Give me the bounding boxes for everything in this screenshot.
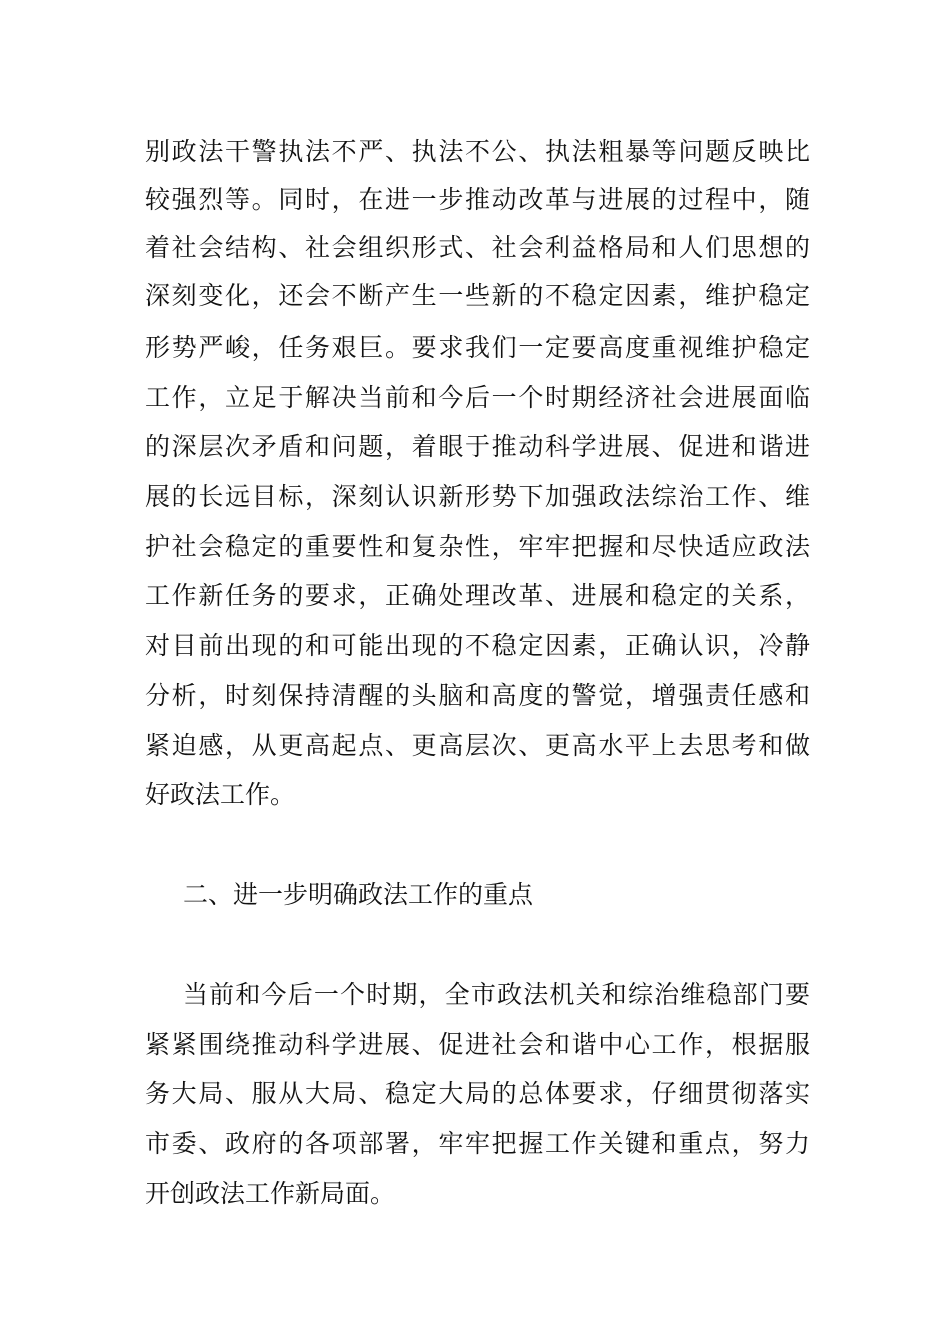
text-line: 较强烈等。同时，在进一步推动改革与进展的过程中，随: [145, 185, 810, 214]
text-line: 紧迫感，从更高起点、更高层次、更高水平上去思考和做: [145, 731, 810, 760]
section-heading: 二、进一步明确政法工作的重点: [183, 880, 534, 909]
text-line: 工作新任务的要求，正确处理改革、进展和稳定的关系，: [145, 581, 810, 610]
text-line: 展的长远目标，深刻认识新形势下加强政法综治工作、维: [145, 482, 810, 511]
text-line: 别政法干警执法不严、执法不公、执法粗暴等问题反映比: [145, 137, 810, 166]
text-line: 当前和今后一个时期，全市政法机关和综治维稳部门要: [183, 980, 810, 1009]
text-line: 分析，时刻保持清醒的头脑和高度的警觉，增强责任感和: [145, 681, 810, 710]
text-line: 好政法工作。: [145, 780, 296, 809]
text-line: 护社会稳定的重要性和复杂性，牢牢把握和尽快适应政法: [145, 532, 810, 561]
text-line: 着社会结构、社会组织形式、社会利益格局和人们思想的: [145, 233, 810, 262]
text-line: 工作，立足于解决当前和今后一个时期经济社会进展面临: [145, 383, 810, 412]
text-line: 开创政法工作新局面。: [145, 1179, 396, 1208]
text-line: 市委、政府的各项部署，牢牢把握工作关键和重点，努力: [145, 1129, 810, 1158]
text-line: 形势严峻，任务艰巨。要求我们一定要高度重视维护稳定: [145, 333, 810, 362]
text-line: 的深层次矛盾和问题，着眼于推动科学进展、促进和谐进: [145, 432, 810, 461]
text-line: 务大局、服从大局、稳定大局的总体要求，仔细贯彻落实: [145, 1079, 810, 1108]
text-line: 深刻变化，还会不断产生一些新的不稳定因素，维护稳定: [145, 281, 810, 310]
text-line: 紧紧围绕推动科学进展、促进社会和谐中心工作，根据服: [145, 1030, 810, 1059]
text-line: 对目前出现的和可能出现的不稳定因素，正确认识，冷静: [145, 631, 810, 660]
